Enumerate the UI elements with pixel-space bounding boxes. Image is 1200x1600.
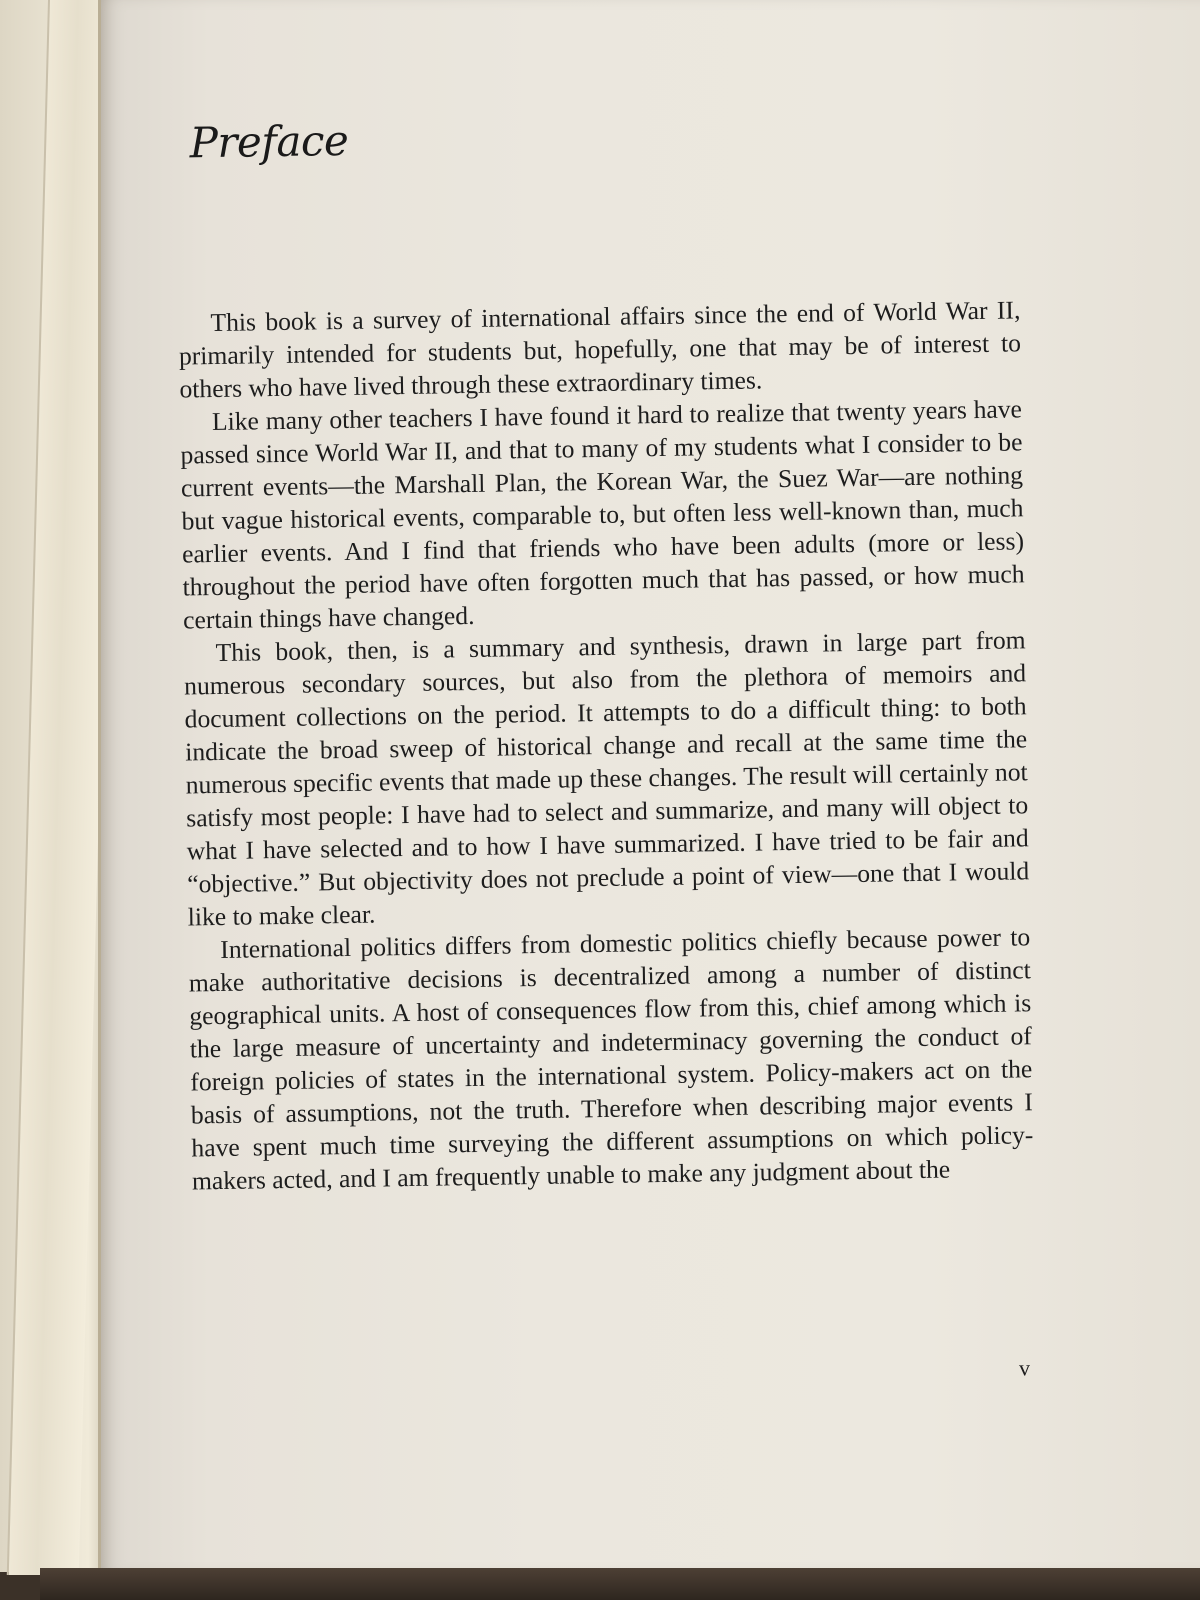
paragraph: This book, then, is a summary and synthesis, drawn in large part from numerous secondary sources, but also from the plethora of memoirs and document collections on the period. It attempts to do a difficult thing: to both indicate the broad sweep of historical change and recall at the same time the numerous specific events that made up these changes. The result will certainly not satisfy most people: I have had to select and summarize, and many will object to what I have selected and to how I have summarized. I have tried to be fair and “objective.” But objectivity does not preclude a point of view—one that I would like to make clear.: [183, 625, 1030, 932]
paragraph: International politics differs from domestic politics chiefly because power to make authoritative decisions is decentralized among a number of distinct geographical units. A host of consequences flow from this, chief among which is the large measure of uncertainty and indeterminacy governing the conduct of foreign policies of states in the international system. Policy-makers act on the basis of assumptions, not the truth. Therefore when describing major events I have spent much time surveying the different assumptions on which policy-makers acted, and I am frequently unable to make any judgment about the: [188, 922, 1034, 1196]
paragraph: Like many other teachers I have found it hard to realize that twenty years have passed since World War II, and that to many of my students what I consider to be current events—the Marshall Plan, the Korean War, the Suez War—are nothing but vague historical events, comparable to, but often less well-known than, much earlier events. And I find that friends who have been adults (more or less) throughout the period have often forgotten much that has passed, or how much certain things have changed.: [180, 394, 1025, 635]
preface-body: [178, 293, 1034, 1197]
paragraph: This book is a survey of international affairs since the end of World War II, primarily intended for students but, hopefully, one that may be of interest to others who have lived through these extraordinary times.: [178, 295, 1022, 404]
page-number: v: [1018, 1355, 1031, 1381]
page-title: Preface: [189, 115, 349, 168]
